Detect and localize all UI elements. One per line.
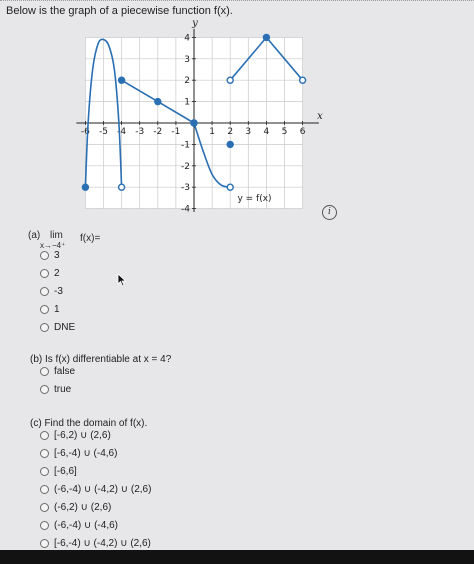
option-a-1[interactable] [40, 264, 75, 282]
y-tick-label: -4 [181, 204, 190, 212]
vertex-dot [263, 34, 269, 40]
endpoint-dot [300, 77, 306, 83]
radio-button[interactable] [40, 503, 49, 512]
endpoint-dot [119, 184, 125, 190]
endpoint-dot [227, 141, 233, 147]
option-c-3[interactable] [40, 480, 151, 498]
radio-button[interactable] [40, 269, 49, 278]
top-divider [0, 0, 474, 3]
option-c-0[interactable] [40, 426, 151, 444]
endpoint-dot [82, 184, 88, 190]
part-b-question: (b) Is f(x) differentiable at x = 4? [30, 354, 172, 365]
option-label: [-6,2) ∪ (2,6) [54, 429, 111, 441]
function-label: y = f(x) [237, 193, 272, 204]
x-axis-label: x [317, 111, 323, 122]
option-a-0[interactable] [40, 246, 75, 264]
option-label: (-6,2) ∪ (2,6) [54, 501, 112, 513]
limit-expression: f(x)= [80, 233, 101, 244]
option-a-3[interactable] [40, 300, 75, 318]
radio-button[interactable] [40, 251, 49, 260]
option-c-2[interactable] [40, 462, 151, 480]
x-tick-label: 2 [227, 127, 234, 137]
info-icon[interactable]: i [322, 205, 337, 220]
y-tick-label: -3 [181, 183, 190, 194]
mouse-cursor-icon [117, 273, 127, 287]
radio-button[interactable] [40, 305, 49, 314]
option-c-5[interactable] [40, 516, 151, 534]
option-a-4[interactable] [40, 318, 75, 336]
part-b-options [40, 362, 75, 398]
part-a-label: (a) [28, 230, 41, 241]
radio-button[interactable] [40, 431, 49, 440]
radio-button[interactable] [40, 485, 49, 494]
option-label: DNE [54, 321, 76, 333]
radio-button[interactable] [40, 385, 49, 394]
option-c-4[interactable] [40, 498, 151, 516]
x-tick-label: -5 [99, 127, 108, 137]
part-c-question: (c) Find the domain of f(x). [30, 418, 148, 429]
x-tick-label: -4 [117, 127, 127, 137]
option-b-1[interactable] [40, 380, 75, 398]
part-c-options [40, 426, 151, 552]
data-point [155, 99, 161, 105]
endpoint-dot [227, 184, 233, 190]
x-tick-label: 5 [281, 127, 288, 137]
y-tick-label: -1 [181, 140, 190, 151]
x-tick-label: 4 [263, 127, 270, 137]
radio-button[interactable] [40, 287, 49, 296]
option-c-1[interactable] [40, 444, 151, 462]
y-tick-label: 4 [184, 33, 190, 44]
option-label: [-6,-4) ∪ (-4,6) [54, 447, 118, 459]
radio-button[interactable] [40, 449, 49, 458]
option-label: [-6,6] [54, 465, 77, 477]
x-tick-label: 6 [299, 127, 306, 137]
endpoint-dot [191, 120, 197, 126]
option-label: (-6,-4) ∪ (-4,6) [54, 519, 118, 531]
y-tick-label: 2 [184, 76, 190, 87]
option-label: (-6,-4) ∪ (-4,2) ∪ (2,6) [54, 483, 152, 495]
x-tick-label: -1 [171, 127, 181, 137]
intro-text: Below is the graph of a piecewise function f(x). [6, 5, 233, 17]
x-tick-label: -2 [153, 127, 163, 137]
y-tick-label: 1 [184, 97, 190, 108]
option-label: 1 [54, 303, 60, 315]
option-label: [-6,-4) ∪ (-4,2) ∪ (2,6) [54, 537, 151, 549]
piecewise-graph [60, 20, 330, 212]
y-tick-label: 3 [184, 54, 190, 65]
option-label: 3 [54, 249, 60, 261]
y-axis-label: y [192, 20, 198, 29]
x-tick-label: -6 [80, 127, 90, 137]
radio-button[interactable] [40, 323, 49, 332]
option-label: 2 [54, 267, 60, 279]
x-tick-label: 1 [209, 127, 215, 137]
option-label: false [54, 365, 76, 377]
limit-subscript: x→−4⁺ [40, 241, 66, 250]
x-tick-label: 3 [245, 127, 252, 137]
option-a-2[interactable] [40, 282, 75, 300]
y-tick-label: -2 [181, 161, 190, 172]
radio-button[interactable] [40, 521, 49, 530]
part-a-options [40, 246, 75, 336]
option-label: -3 [54, 285, 63, 297]
radio-button[interactable] [40, 467, 49, 476]
bottom-edge [0, 550, 474, 564]
option-label: true [54, 383, 72, 395]
endpoint-dot [227, 77, 233, 83]
x-tick-label: -3 [135, 127, 145, 137]
radio-button[interactable] [40, 539, 49, 548]
limit-word: lim [50, 230, 63, 241]
option-b-0[interactable] [40, 362, 75, 380]
endpoint-dot [119, 77, 125, 83]
radio-button[interactable] [40, 367, 49, 376]
